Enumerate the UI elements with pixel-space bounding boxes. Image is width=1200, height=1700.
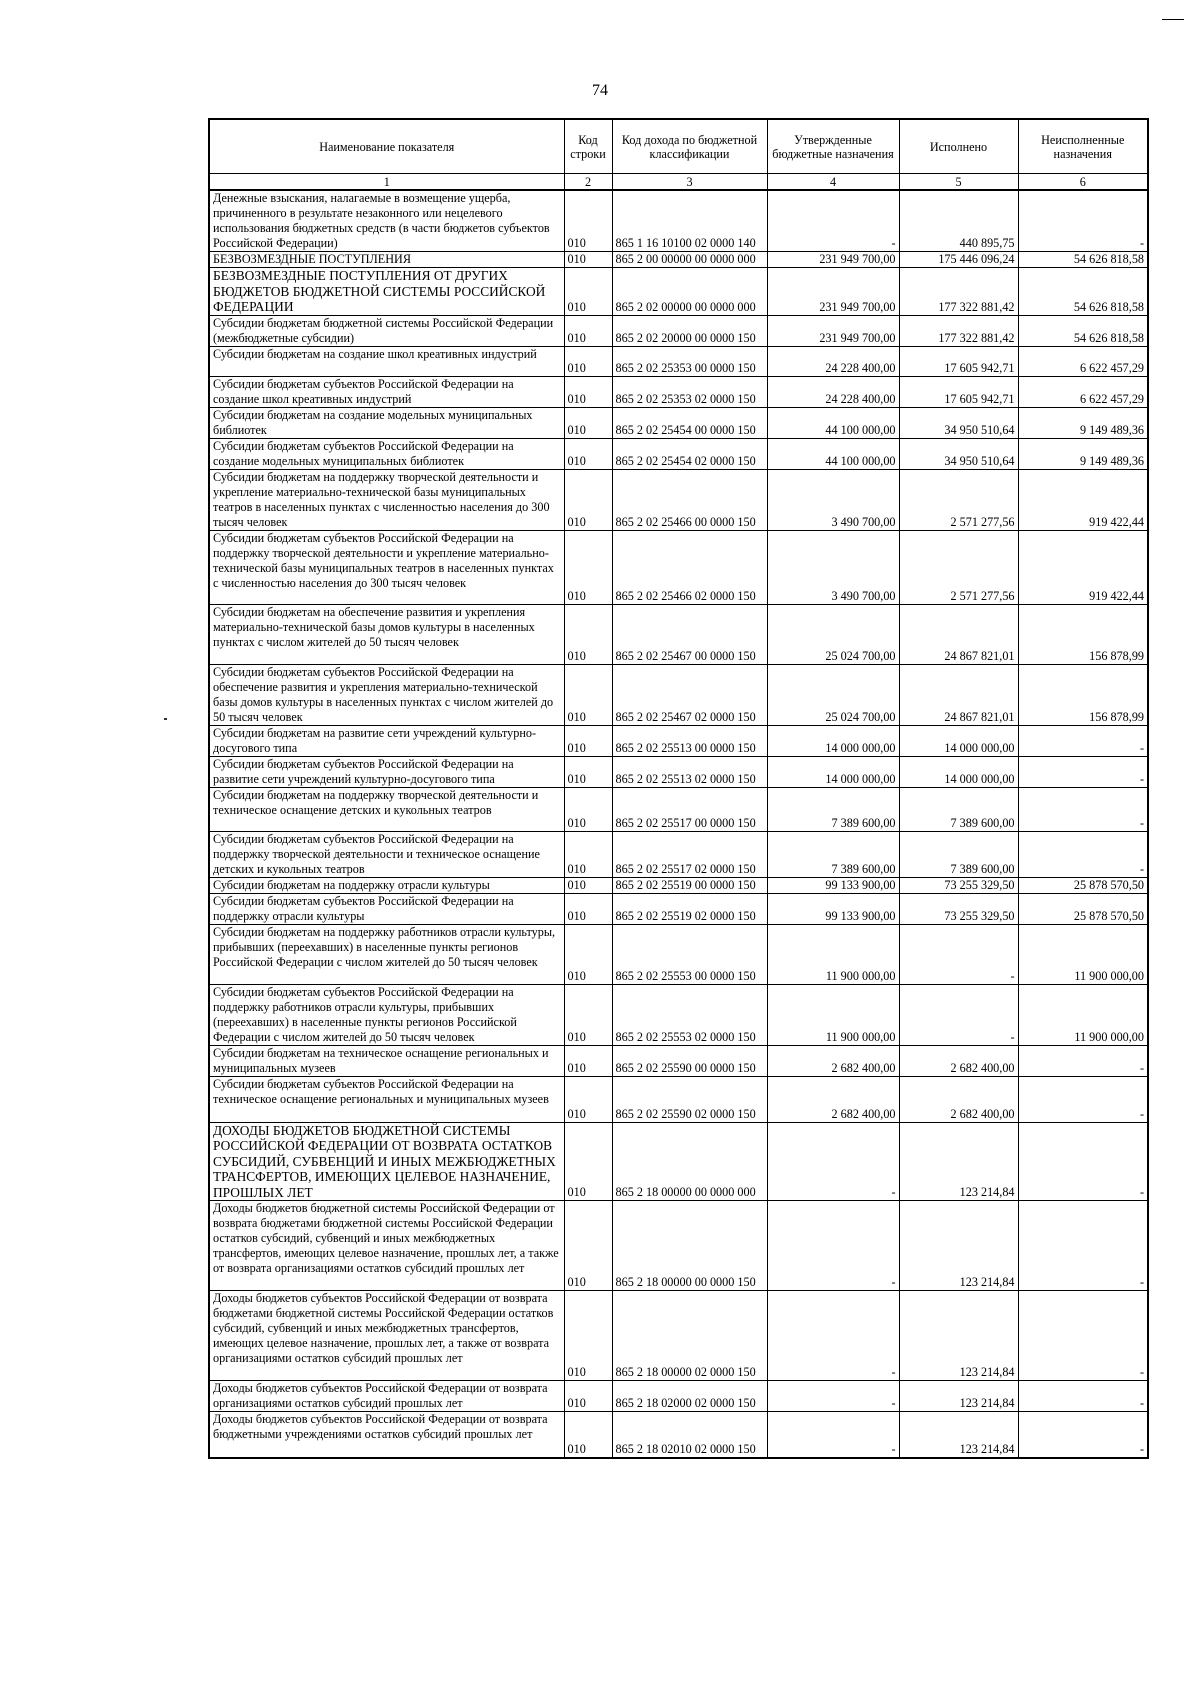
row-name: Субсидии бюджетам на создание модельных муниципальных библиотек (209, 407, 564, 438)
row-unexecuted: - (1018, 1201, 1148, 1291)
row-approved: 99 133 900,00 (767, 893, 899, 924)
row-unexecuted: 25 878 570,50 (1018, 893, 1148, 924)
row-approved: 44 100 000,00 (767, 438, 899, 469)
table-row (209, 1381, 1148, 1412)
row-line-code: 010 (564, 252, 612, 268)
table-row (209, 1076, 1148, 1122)
table-row (209, 1045, 1148, 1076)
row-line-code: 010 (564, 787, 612, 831)
row-unexecuted: 9 149 489,36 (1018, 438, 1148, 469)
row-approved: 11 900 000,00 (767, 984, 899, 1045)
table-row (209, 831, 1148, 877)
page-number: 74 (592, 82, 608, 99)
table-row (209, 984, 1148, 1045)
table-row (209, 407, 1148, 438)
row-kbk-code: 865 2 02 25590 02 0000 150 (612, 1076, 767, 1122)
row-line-code: 010 (564, 725, 612, 756)
row-executed: 2 571 277,56 (899, 530, 1018, 604)
header-executed: Исполнено (899, 119, 1018, 174)
row-kbk-code: 865 2 02 25467 02 0000 150 (612, 664, 767, 725)
column-number: 6 (1018, 174, 1148, 191)
row-executed: 175 446 096,24 (899, 252, 1018, 268)
row-executed: 440 895,75 (899, 190, 1018, 252)
row-name: Субсидии бюджетам субъектов Российской Федерации на поддержку работников отрасли культуры, прибывших (переехавших) в населенные пункты регионов Российской Федерации с числом жителей до 50 тысяч человек (209, 984, 564, 1045)
table-row (209, 1201, 1148, 1291)
row-unexecuted: 54 626 818,58 (1018, 315, 1148, 346)
row-executed: 2 682 400,00 (899, 1076, 1018, 1122)
row-unexecuted: 11 900 000,00 (1018, 924, 1148, 984)
table-row (209, 438, 1148, 469)
row-executed: 17 605 942,71 (899, 346, 1018, 376)
column-number: 5 (899, 174, 1018, 191)
row-line-code: 010 (564, 984, 612, 1045)
row-name: Доходы бюджетов субъектов Российской Федерации от возврата организациями остатков субсидий прошлых лет (209, 1381, 564, 1412)
row-line-code: 010 (564, 893, 612, 924)
corner-mark (1162, 19, 1184, 20)
header-approved: Утвержденные бюджетные назначения (767, 119, 899, 174)
row-executed: 2 682 400,00 (899, 1045, 1018, 1076)
row-name: Субсидии бюджетам на поддержку творческой деятельности и техническое оснащение детских и кукольных театров (209, 787, 564, 831)
row-kbk-code: 865 2 02 25519 00 0000 150 (612, 877, 767, 893)
row-approved: 11 900 000,00 (767, 924, 899, 984)
column-number: 3 (612, 174, 767, 191)
row-line-code: 010 (564, 346, 612, 376)
table-row (209, 604, 1148, 664)
row-executed: - (899, 924, 1018, 984)
row-kbk-code: 865 2 02 20000 00 0000 150 (612, 315, 767, 346)
row-line-code: 010 (564, 1381, 612, 1412)
row-approved: 24 228 400,00 (767, 376, 899, 407)
row-unexecuted: - (1018, 787, 1148, 831)
row-kbk-code: 865 2 02 25517 00 0000 150 (612, 787, 767, 831)
row-unexecuted: 11 900 000,00 (1018, 984, 1148, 1045)
row-name: Субсидии бюджетам субъектов Российской Федерации на обеспечение развития и укрепления материально-технической базы домов культуры в населенных пунктах с числом жителей до 50 тысяч человек (209, 664, 564, 725)
row-unexecuted: - (1018, 725, 1148, 756)
table-row (209, 787, 1148, 831)
row-approved: 231 949 700,00 (767, 315, 899, 346)
row-kbk-code: 865 2 18 02000 02 0000 150 (612, 1381, 767, 1412)
row-approved: 24 228 400,00 (767, 346, 899, 376)
row-approved: - (767, 1381, 899, 1412)
row-executed: 73 255 329,50 (899, 877, 1018, 893)
table-row (209, 893, 1148, 924)
row-kbk-code: 865 2 02 25513 02 0000 150 (612, 756, 767, 787)
row-executed: 177 322 881,42 (899, 268, 1018, 316)
row-name: ДОХОДЫ БЮДЖЕТОВ БЮДЖЕТНОЙ СИСТЕМЫ РОССИЙСКОЙ ФЕДЕРАЦИИ ОТ ВОЗВРАТА ОСТАТКОВ СУБСИДИЙ, СУБВЕНЦИЙ И ИНЫХ МЕЖБЮДЖЕТНЫХ ТРАНСФЕРТОВ, ИМЕЮЩИХ ЦЕЛЕВОЕ НАЗНАЧЕНИЕ, ПРОШЛЫХ ЛЕТ (209, 1122, 564, 1201)
row-unexecuted: - (1018, 1291, 1148, 1381)
row-approved: 3 490 700,00 (767, 530, 899, 604)
row-executed: 7 389 600,00 (899, 787, 1018, 831)
row-approved: 7 389 600,00 (767, 787, 899, 831)
row-line-code: 010 (564, 407, 612, 438)
row-line-code: 010 (564, 530, 612, 604)
row-kbk-code: 865 2 02 25466 02 0000 150 (612, 530, 767, 604)
margin-dot (164, 718, 167, 720)
row-approved: 14 000 000,00 (767, 725, 899, 756)
row-unexecuted: 25 878 570,50 (1018, 877, 1148, 893)
column-number-row (209, 174, 1148, 191)
row-line-code: 010 (564, 190, 612, 252)
row-executed: 14 000 000,00 (899, 756, 1018, 787)
row-kbk-code: 865 2 00 00000 00 0000 000 (612, 252, 767, 268)
table-row (209, 268, 1148, 316)
row-kbk-code: 865 2 02 25353 02 0000 150 (612, 376, 767, 407)
row-executed: 24 867 821,01 (899, 664, 1018, 725)
row-executed: 177 322 881,42 (899, 315, 1018, 346)
row-executed: 123 214,84 (899, 1122, 1018, 1201)
row-line-code: 010 (564, 438, 612, 469)
table-row (209, 1412, 1148, 1458)
row-name: Субсидии бюджетам субъектов Российской Федерации на техническое оснащение региональных и муниципальных музеев (209, 1076, 564, 1122)
row-executed: 123 214,84 (899, 1291, 1018, 1381)
table-row (209, 530, 1148, 604)
row-approved: 231 949 700,00 (767, 252, 899, 268)
row-unexecuted: 54 626 818,58 (1018, 268, 1148, 316)
table-body (209, 190, 1148, 1458)
table-row (209, 924, 1148, 984)
row-unexecuted: - (1018, 1045, 1148, 1076)
row-approved: 25 024 700,00 (767, 604, 899, 664)
row-executed: 7 389 600,00 (899, 831, 1018, 877)
row-approved: - (767, 1291, 899, 1381)
row-kbk-code: 865 2 02 25454 00 0000 150 (612, 407, 767, 438)
row-approved: - (767, 1412, 899, 1458)
row-name: Субсидии бюджетам субъектов Российской Федерации на развитие сети учреждений культурно-досугового типа (209, 756, 564, 787)
row-name: Субсидии бюджетам на обеспечение развития и укрепления материально-технической базы домов культуры в населенных пунктах с числом жителей до 50 тысяч человек (209, 604, 564, 664)
row-kbk-code: 865 2 18 02010 02 0000 150 (612, 1412, 767, 1458)
row-approved: 44 100 000,00 (767, 407, 899, 438)
report-table-container (208, 118, 1147, 1459)
row-name: БЕЗВОЗМЕЗДНЫЕ ПОСТУПЛЕНИЯ ОТ ДРУГИХ БЮДЖЕТОВ БЮДЖЕТНОЙ СИСТЕМЫ РОССИЙСКОЙ ФЕДЕРАЦИИ (209, 268, 564, 316)
row-name: Доходы бюджетов бюджетной системы Российской Федерации от возврата бюджетами бюджетной системы Российской Федерации остатков субсидий, субвенций и иных межбюджетных трансфертов, имеющих целевое назначение, прошлых лет, а также от возврата организациями остатков субсидий прошлых лет (209, 1201, 564, 1291)
row-unexecuted: 156 878,99 (1018, 604, 1148, 664)
row-line-code: 010 (564, 924, 612, 984)
column-number: 4 (767, 174, 899, 191)
row-line-code: 010 (564, 1122, 612, 1201)
row-approved: 25 024 700,00 (767, 664, 899, 725)
row-unexecuted: 919 422,44 (1018, 469, 1148, 530)
row-name: Субсидии бюджетам субъектов Российской Федерации на поддержку творческой деятельности и укрепление материально-технической базы муниципальных театров в населенных пунктах с численностью населения до 300 тысяч человек (209, 530, 564, 604)
table-row (209, 756, 1148, 787)
row-kbk-code: 865 2 02 25553 00 0000 150 (612, 924, 767, 984)
row-line-code: 010 (564, 469, 612, 530)
table-row (209, 664, 1148, 725)
row-kbk-code: 865 2 02 25353 00 0000 150 (612, 346, 767, 376)
row-unexecuted: 6 622 457,29 (1018, 376, 1148, 407)
table-row (209, 190, 1148, 252)
table-row (209, 1122, 1148, 1201)
row-line-code: 010 (564, 1076, 612, 1122)
row-name: Субсидии бюджетам на поддержку работников отрасли культуры, прибывших (переехавших) в населенные пункты регионов Российской Федерации с числом жителей до 50 тысяч человек (209, 924, 564, 984)
row-name: Субсидии бюджетам на поддержку творческой деятельности и укрепление материально-технической базы муниципальных театров в населенных пунктах с численностью населения до 300 тысяч человек (209, 469, 564, 530)
row-name: Субсидии бюджетам на создание школ креативных индустрий (209, 346, 564, 376)
row-executed: 123 214,84 (899, 1412, 1018, 1458)
table-row (209, 252, 1148, 268)
row-line-code: 010 (564, 1045, 612, 1076)
row-name: Доходы бюджетов субъектов Российской Федерации от возврата бюджетами бюджетной системы Российской Федерации остатков субсидий, субвенций и иных межбюджетных трансфертов, имеющих целевое назначение, прошлых лет, а также от возврата организациями остатков субсидий прошлых лет (209, 1291, 564, 1381)
row-kbk-code: 865 2 02 25519 02 0000 150 (612, 893, 767, 924)
column-number: 2 (564, 174, 612, 191)
income-report-table (208, 118, 1149, 1459)
row-name: БЕЗВОЗМЕЗДНЫЕ ПОСТУПЛЕНИЯ (209, 252, 564, 268)
header-name: Наименование показателя (209, 119, 564, 174)
row-line-code: 010 (564, 1291, 612, 1381)
row-executed: 14 000 000,00 (899, 725, 1018, 756)
row-executed: 2 571 277,56 (899, 469, 1018, 530)
row-kbk-code: 865 2 02 25454 02 0000 150 (612, 438, 767, 469)
row-approved: 231 949 700,00 (767, 268, 899, 316)
row-executed: 17 605 942,71 (899, 376, 1018, 407)
row-kbk-code: 865 1 16 10100 02 0000 140 (612, 190, 767, 252)
row-line-code: 010 (564, 268, 612, 316)
row-unexecuted: 919 422,44 (1018, 530, 1148, 604)
table-row (209, 315, 1148, 346)
row-approved: 2 682 400,00 (767, 1045, 899, 1076)
row-approved: - (767, 1122, 899, 1201)
row-unexecuted: 54 626 818,58 (1018, 252, 1148, 268)
row-kbk-code: 865 2 18 00000 02 0000 150 (612, 1291, 767, 1381)
row-unexecuted: - (1018, 1381, 1148, 1412)
row-name: Доходы бюджетов субъектов Российской Федерации от возврата бюджетными учреждениями остатков субсидий прошлых лет (209, 1412, 564, 1458)
row-executed: 34 950 510,64 (899, 438, 1018, 469)
row-unexecuted: 6 622 457,29 (1018, 346, 1148, 376)
table-row (209, 725, 1148, 756)
header-unexecuted: Неисполненные назначения (1018, 119, 1148, 174)
row-line-code: 010 (564, 604, 612, 664)
row-unexecuted: - (1018, 1076, 1148, 1122)
row-executed: 123 214,84 (899, 1381, 1018, 1412)
row-unexecuted: - (1018, 1122, 1148, 1201)
row-name: Субсидии бюджетам субъектов Российской Федерации на создание школ креативных индустрий (209, 376, 564, 407)
row-kbk-code: 865 2 02 25517 02 0000 150 (612, 831, 767, 877)
row-line-code: 010 (564, 376, 612, 407)
row-line-code: 010 (564, 756, 612, 787)
row-name: Субсидии бюджетам субъектов Российской Федерации на создание модельных муниципальных библиотек (209, 438, 564, 469)
row-approved: 7 389 600,00 (767, 831, 899, 877)
row-name: Субсидии бюджетам субъектов Российской Федерации на поддержку отрасли культуры (209, 893, 564, 924)
row-unexecuted: - (1018, 1412, 1148, 1458)
row-executed: 34 950 510,64 (899, 407, 1018, 438)
row-approved: - (767, 190, 899, 252)
row-approved: 3 490 700,00 (767, 469, 899, 530)
row-executed: 123 214,84 (899, 1201, 1018, 1291)
row-kbk-code: 865 2 02 00000 00 0000 000 (612, 268, 767, 316)
row-name: Субсидии бюджетам субъектов Российской Федерации на поддержку творческой деятельности и техническое оснащение детских и кукольных театров (209, 831, 564, 877)
row-unexecuted: 156 878,99 (1018, 664, 1148, 725)
row-kbk-code: 865 2 02 25553 02 0000 150 (612, 984, 767, 1045)
column-number: 1 (209, 174, 564, 191)
row-unexecuted: - (1018, 190, 1148, 252)
row-kbk-code: 865 2 02 25467 00 0000 150 (612, 604, 767, 664)
table-row (209, 469, 1148, 530)
row-name: Субсидии бюджетам на развитие сети учреждений культурно-досугового типа (209, 725, 564, 756)
header-line-code: Код строки (564, 119, 612, 174)
row-approved: 14 000 000,00 (767, 756, 899, 787)
row-name: Денежные взыскания, налагаемые в возмещение ущерба, причиненного в результате незаконного или нецелевого использования бюджетных средств (в части бюджетов субъектов Российской Федерации) (209, 190, 564, 252)
row-line-code: 010 (564, 877, 612, 893)
row-approved: 99 133 900,00 (767, 877, 899, 893)
row-kbk-code: 865 2 02 25590 00 0000 150 (612, 1045, 767, 1076)
row-unexecuted: - (1018, 831, 1148, 877)
row-line-code: 010 (564, 831, 612, 877)
row-approved: - (767, 1201, 899, 1291)
row-executed: - (899, 984, 1018, 1045)
table-row (209, 376, 1148, 407)
row-executed: 24 867 821,01 (899, 604, 1018, 664)
row-name: Субсидии бюджетам на техническое оснащение региональных и муниципальных музеев (209, 1045, 564, 1076)
row-kbk-code: 865 2 18 00000 00 0000 000 (612, 1122, 767, 1201)
header-kbk: Код дохода по бюджетной классификации (612, 119, 767, 174)
row-line-code: 010 (564, 664, 612, 725)
row-name: Субсидии бюджетам на поддержку отрасли культуры (209, 877, 564, 893)
row-approved: 2 682 400,00 (767, 1076, 899, 1122)
row-kbk-code: 865 2 18 00000 00 0000 150 (612, 1201, 767, 1291)
row-line-code: 010 (564, 1201, 612, 1291)
row-kbk-code: 865 2 02 25466 00 0000 150 (612, 469, 767, 530)
table-row (209, 877, 1148, 893)
row-unexecuted: 9 149 489,36 (1018, 407, 1148, 438)
row-kbk-code: 865 2 02 25513 00 0000 150 (612, 725, 767, 756)
row-line-code: 010 (564, 1412, 612, 1458)
table-header (209, 119, 1148, 190)
table-row (209, 1291, 1148, 1381)
row-executed: 73 255 329,50 (899, 893, 1018, 924)
header-row (209, 119, 1148, 174)
row-line-code: 010 (564, 315, 612, 346)
row-unexecuted: - (1018, 756, 1148, 787)
table-row (209, 346, 1148, 376)
row-name: Субсидии бюджетам бюджетной системы Российской Федерации (межбюджетные субсидии) (209, 315, 564, 346)
